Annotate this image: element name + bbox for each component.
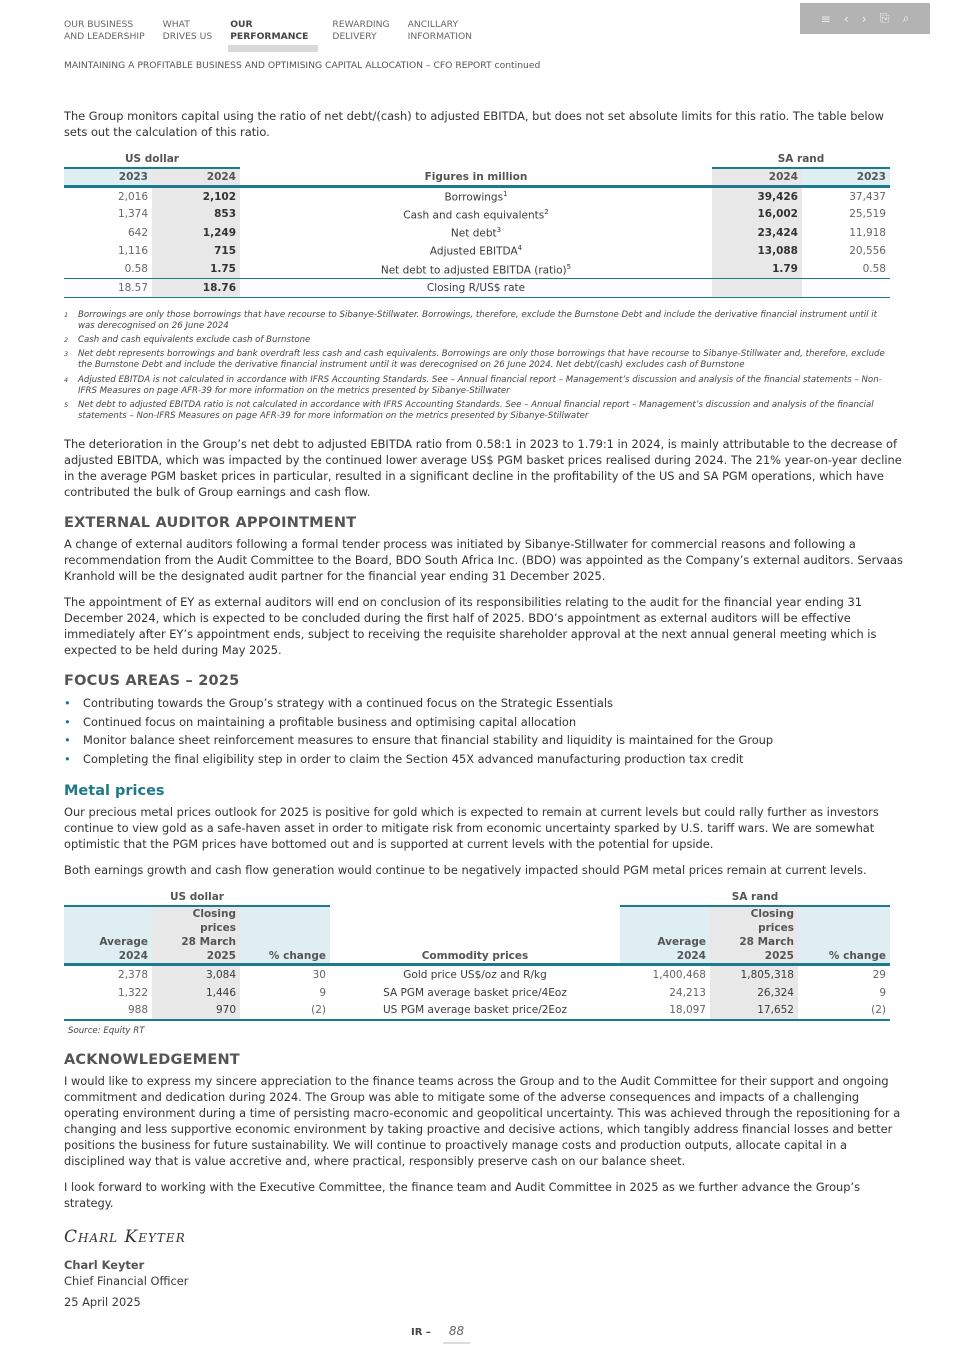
col-header: Average 2024 <box>620 906 710 965</box>
footnote: 4 Adjusted EBITDA is not calculated in accordance with IFRS Accounting Standards. See – Annual financial report – Management’s discussion and analysis of the financial statements – Non-IFRS Measures on page AFR-39 for more information on the metrics presented by Sibanye-Stillwater <box>64 374 882 396</box>
commodity-table <box>64 888 890 1021</box>
signatory-role: Chief Financial Officer <box>64 1274 189 1289</box>
page-number: 88 <box>443 1324 470 1344</box>
table-row: 0.58 1.75 Net debt to adjusted EBITDA (ratio)$^5$ 1.79 0.58 <box>64 260 890 278</box>
group-us-dollar: US dollar <box>170 890 224 903</box>
intro-paragraph: The Group monitors capital using the ratio of net debt/(cash) to adjusted EBITDA, but does not set absolute limits for this ratio. The table below sets out the calculation of this ratio. <box>64 109 884 139</box>
ack-paragraph-1: I would like to express my sincere appreciation to the finance teams across the Group and to the Audit Committee for their support and ongoing commitment and dedication during 2024. The Group was able to mitigate some of the adverse consequences and impacts of a challenging operating environment during a time of persisting macro-economic and geopolitical uncertainty. This was achieved through the repositioning for a changing and less supportive economic environment by taking proactive and decisive actions, which tangibly address financial losses and better positions the business for future sustainability. We will continue to proactively manage costs and production outputs, allocate capital in a disciplined way that is value accretive and, where practical, responsibly preserve cash on our balance sheet. <box>64 1074 901 1169</box>
heading-metal-prices: Metal prices <box>64 783 165 800</box>
nav-our-performance[interactable]: OUR PERFORMANCE <box>230 19 309 42</box>
metal-paragraph-1: Our precious metal prices outlook for 2025 is positive for gold which is expected to remain at current levels but could rally further as investors continue to view gold as a safe-haven asset in order to mitigate risk from economic uncertainty sparked by U.S. tariff wars. We are somewhat optimistic that the PGM prices have bottomed out and is supported at current levels with the potential for upside. <box>64 805 879 852</box>
table-row: 988 970 (2) US PGM average basket price/2Eoz 18,097 17,652 (2) <box>64 1002 890 1020</box>
section-subtitle: MAINTAINING A PROFITABLE BUSINESS AND OPTIMISING CAPITAL ALLOCATION – CFO REPORT continued <box>64 60 541 71</box>
table-row: 1,116 715 Adjusted EBITDA$^4$ 13,088 20,556 <box>64 242 890 260</box>
ack-paragraph-2: I look forward to working with the Executive Committee, the finance team and Audit Committee in 2025 as we further advance the Group’s strategy. <box>64 1180 861 1211</box>
signatory-block <box>64 1257 904 1310</box>
col-header: 2024 <box>152 168 240 186</box>
group-sa-rand: SA rand <box>731 890 779 903</box>
col-header: % change <box>240 906 330 965</box>
search-icon[interactable]: ⌕ <box>902 11 910 25</box>
footer-label: IR – <box>411 1327 431 1339</box>
previous-icon[interactable]: ‹ <box>843 11 849 26</box>
heading-focus: FOCUS AREAS – 2025 <box>64 673 240 690</box>
page-footer <box>411 1324 904 1344</box>
table-row: 2,378 3,084 30 Gold price US$/oz and R/kg 1,400,468 1,805,318 29 <box>64 965 890 983</box>
col-header: % change <box>798 906 890 965</box>
footnote: 2 Cash and cash equivalents exclude cash of Burnstone <box>64 335 311 346</box>
col-header: 2023 <box>64 168 152 186</box>
next-icon[interactable]: › <box>861 11 867 26</box>
toolbar <box>800 3 930 34</box>
signature: Charl Keyter <box>64 1227 186 1248</box>
table-row: 2,016 2,102 Borrowings$^1$ 39,426 37,437 <box>64 187 890 205</box>
auditor-paragraph-2: The appointment of EY as external auditors will end on conclusion of its responsibilities relating to the audit for the financial year ending 31 December 2024, which is expected to be concluded during the first half of 2025. BDO’s appointment as external auditors will be effective immediately after EY’s appointment ends, subject to receiving the requisite shareholder approval at the next annual general meeting which is expected to be held during May 2025. <box>64 595 877 658</box>
focus-list <box>64 694 904 768</box>
report-date: 25 April 2025 <box>64 1295 141 1310</box>
col-header: Closing prices 28 March 2025 <box>710 906 798 965</box>
table-row: 1,374 853 Cash and cash equivalents$^2$ 16,002 25,519 <box>64 205 890 223</box>
nav-ancillary-information[interactable]: ANCILLARY INFORMATION <box>407 19 473 42</box>
menu-icon[interactable]: ≡ <box>820 11 831 26</box>
nav-our-business[interactable]: OUR BUSINESS AND LEADERSHIP <box>64 19 145 42</box>
list-item: • Completing the final eligibility step in order to claim the Section 45X advanced manufacturing production tax credit <box>64 750 904 768</box>
table-row: 642 1,249 Net debt$^3$ 23,424 11,918 <box>64 224 890 242</box>
list-item: • Continued focus on maintaining a profitable business and optimising capital allocation <box>64 713 904 731</box>
group-us-dollar: US dollar <box>125 152 179 165</box>
list-item: • Monitor balance sheet reinforcement measures to ensure that financial stability and liquidity is maintained for the Group <box>64 731 904 749</box>
col-header: Closing prices 28 March 2025 <box>152 906 240 965</box>
table-source: Source: Equity RT <box>68 1026 145 1037</box>
table-row: 1,322 1,446 9 SA PGM average basket price/4Eoz 24,213 26,324 9 <box>64 983 890 1001</box>
metal-paragraph-2: Both earnings growth and cash flow generation would continue to be negatively impacted should PGM metal prices remain at current levels. <box>64 863 867 878</box>
footnote: 1 Borrowings are only those borrowings that have recourse to Sibanye-Stillwater. Borrowings, therefore, exclude the Burnstone Debt and include the derivative financial instrument until it was derecognised on 26 June 2024 <box>64 309 878 331</box>
col-header: 2024 <box>712 168 802 186</box>
heading-acknowledgement: ACKNOWLEDGEMENT <box>64 1052 240 1069</box>
group-sa-rand: SA rand <box>777 152 825 165</box>
top-nav <box>64 19 490 43</box>
col-header: 2023 <box>802 168 890 186</box>
active-tab-indicator <box>228 45 318 52</box>
signatory-name: Charl Keyter <box>64 1258 145 1273</box>
list-item: • Contributing towards the Group’s strategy with a continued focus on the Strategic Essentials <box>64 694 904 712</box>
net-debt-table <box>64 150 890 298</box>
document-icon[interactable]: ⎘ <box>879 11 890 25</box>
footnote: 5 Net debt to adjusted EBITDA ratio is not calculated in accordance with IFRS Accounting Standards. See – Annual financial report – Management’s discussion and analysis of the financial statements – Non-IFRS Measures on page AFR-39 for more information on the metrics presented by Sibanye-Stillwater <box>64 400 874 422</box>
heading-auditor: EXTERNAL AUDITOR APPOINTMENT <box>64 515 357 532</box>
col-header: Commodity prices <box>330 906 620 965</box>
footnotes <box>64 310 894 423</box>
ratio-paragraph: The deterioration in the Group’s net debt to adjusted EBITDA ratio from 0.58:1 in 2023 to 1.79:1 in 2024, is mainly attributable to the decrease of adjusted EBITDA, which was impacted by the continued lower average US$ PGM basket prices realised during 2024. The 21% year-on-year decline in the average PGM basket prices in particular, resulted in a significant decline in the profitability of the US and SA PGM operations, which have contributed the bulk of Group earnings and cash flow. <box>64 437 902 500</box>
auditor-paragraph-1: A change of external auditors following a formal tender process was initiated by Sibanye-Stillwater for commercial reasons and following a recommendation from the Audit Committee to the Board, BDO South Africa Inc. (BDO) was appointed as the Company’s external auditors. Servaas Kranhold will be the designated audit partner for the financial year ending 31 December 2025. <box>64 537 903 584</box>
col-header: Average 2024 <box>64 906 152 965</box>
nav-what-drives-us[interactable]: WHAT DRIVES US <box>162 19 213 42</box>
footnote: 3 Net debt represents borrowings and bank overdraft less cash and cash equivalents. Borrowings are only those borrowings that have recourse to Sibanye-Stillwater and, therefore, exclude the Burnstone Debt and include the derivative financial instrument until it was derecognised on 26 June 2024. Net debt/(cash) excludes cash of Burnstone <box>64 349 885 371</box>
col-header: Figures in million <box>240 168 712 186</box>
nav-rewarding-delivery[interactable]: REWARDING DELIVERY <box>332 19 390 42</box>
table-row: 18.57 18.76 Closing R/US$ rate <box>64 279 890 297</box>
